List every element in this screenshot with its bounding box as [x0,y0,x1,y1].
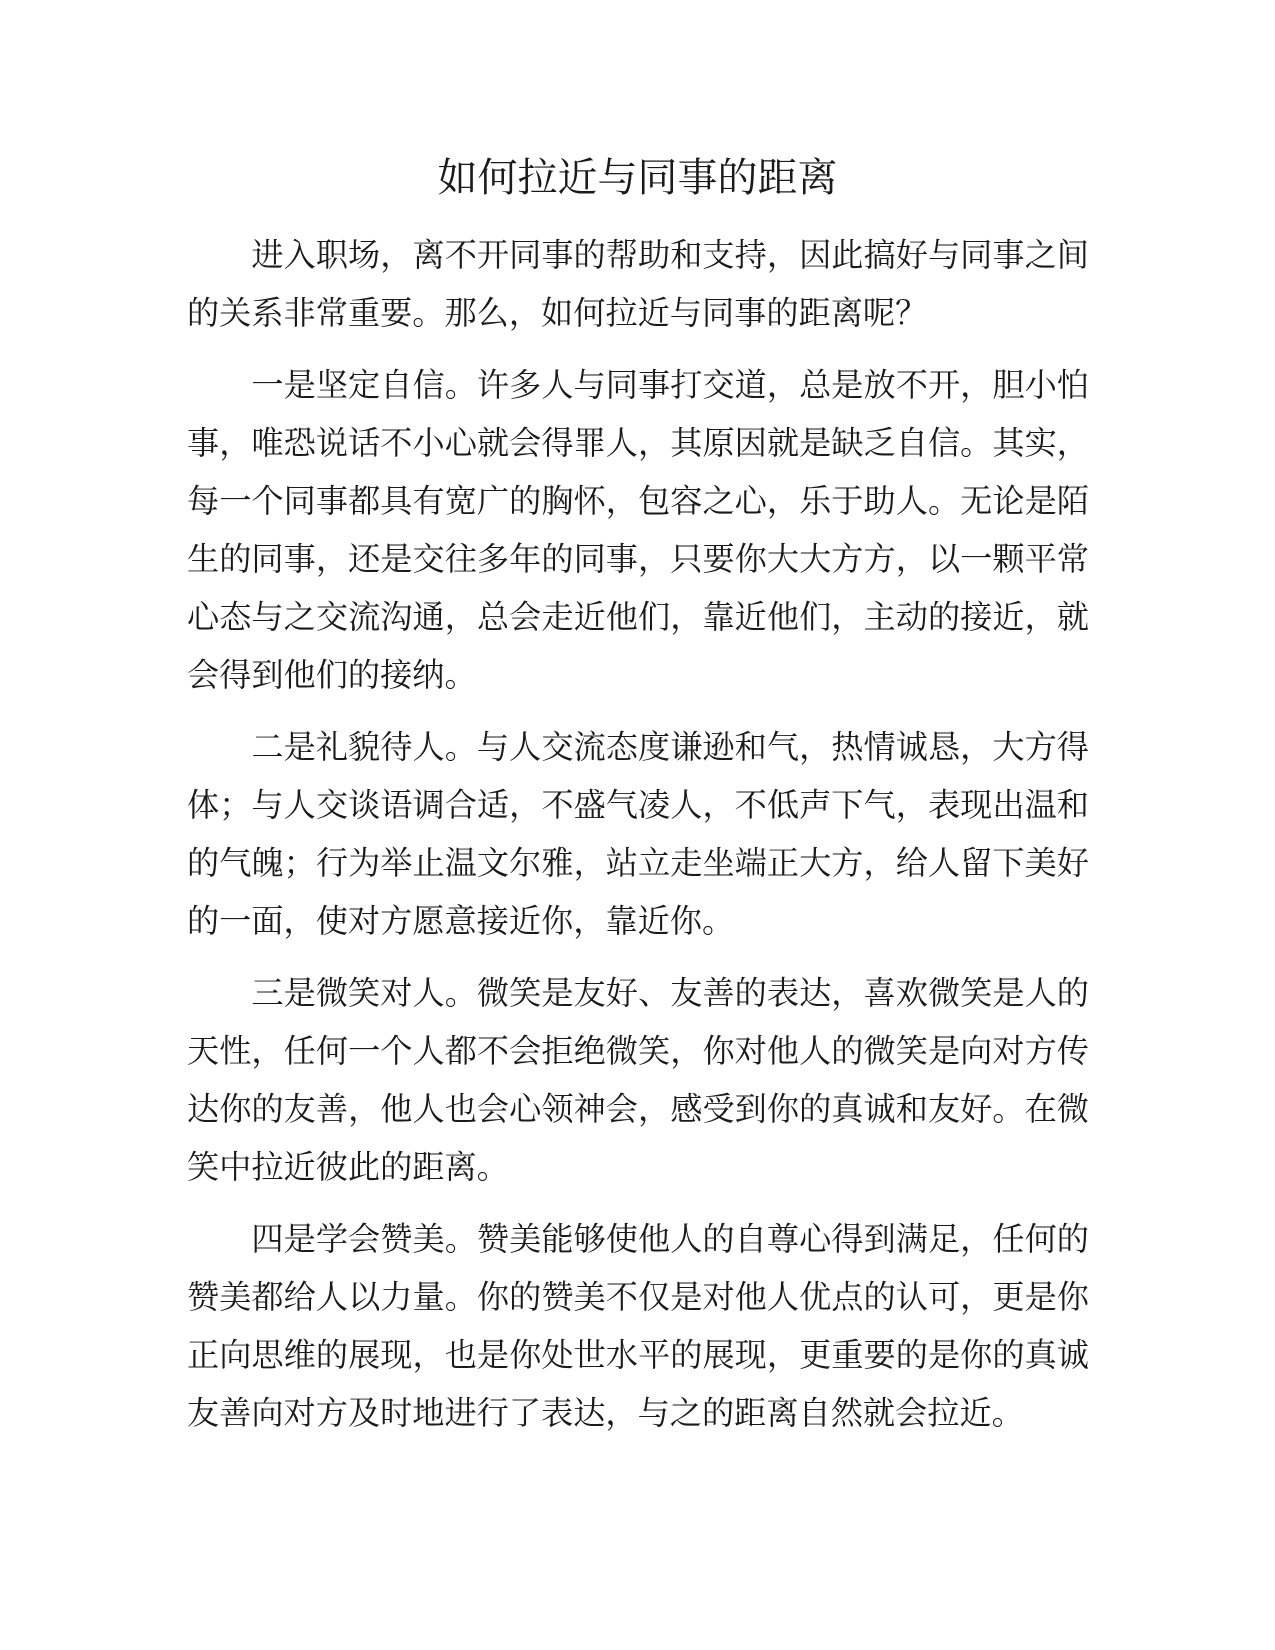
paragraph-politeness: 二是礼貌待人。与人交流态度谦逊和气，热情诚恳，大方得体；与人交谈语调合适，不盛气凌人，不低声下气，表现出温和的气魄；行为举止温文尔雅，站立走坐端正大方，给人留下美好的一面，使对方愿意接近你，靠近你。 [187,728,1089,940]
paragraph-praise: 四是学会赞美。赞美能够使他人的自尊心得到满足，任何的赞美都给人以力量。你的赞美不仅是对他人优点的认可，更是你正向思维的展现，也是你处世水平的展现，更重要的是你的真诚友善向对方及时地进行了表达，与之的距离自然就会拉近。 [187,1220,1089,1432]
paragraph-smile: 三是微笑对人。微笑是友好、友善的表达，喜欢微笑是人的天性，任何一个人都不会拒绝微笑，你对他人的微笑是向对方传达你的友善，他人也会心领神会，感受到你的真诚和友好。在微笑中拉近彼此的距离。 [187,974,1089,1186]
document-body [187,226,1089,1456]
paragraph-confidence: 一是坚定自信。许多人与同事打交道，总是放不开，胆小怕事，唯恐说话不小心就会得罪人，其原因就是缺乏自信。其实，每一个同事都具有宽广的胸怀，包容之心，乐于助人。无论是陌生的同事，还是交往多年的同事，只要你大大方方，以一颗平常心态与之交流沟通，总会走近他们，靠近他们，主动的接近，就会得到他们的接纳。 [187,366,1089,694]
document-title: 如何拉近与同事的距离 [437,155,838,201]
paragraph-intro: 进入职场，离不开同事的帮助和支持，因此搞好与同事之间的关系非常重要。那么，如何拉近与同事的距离呢？ [187,236,1089,332]
